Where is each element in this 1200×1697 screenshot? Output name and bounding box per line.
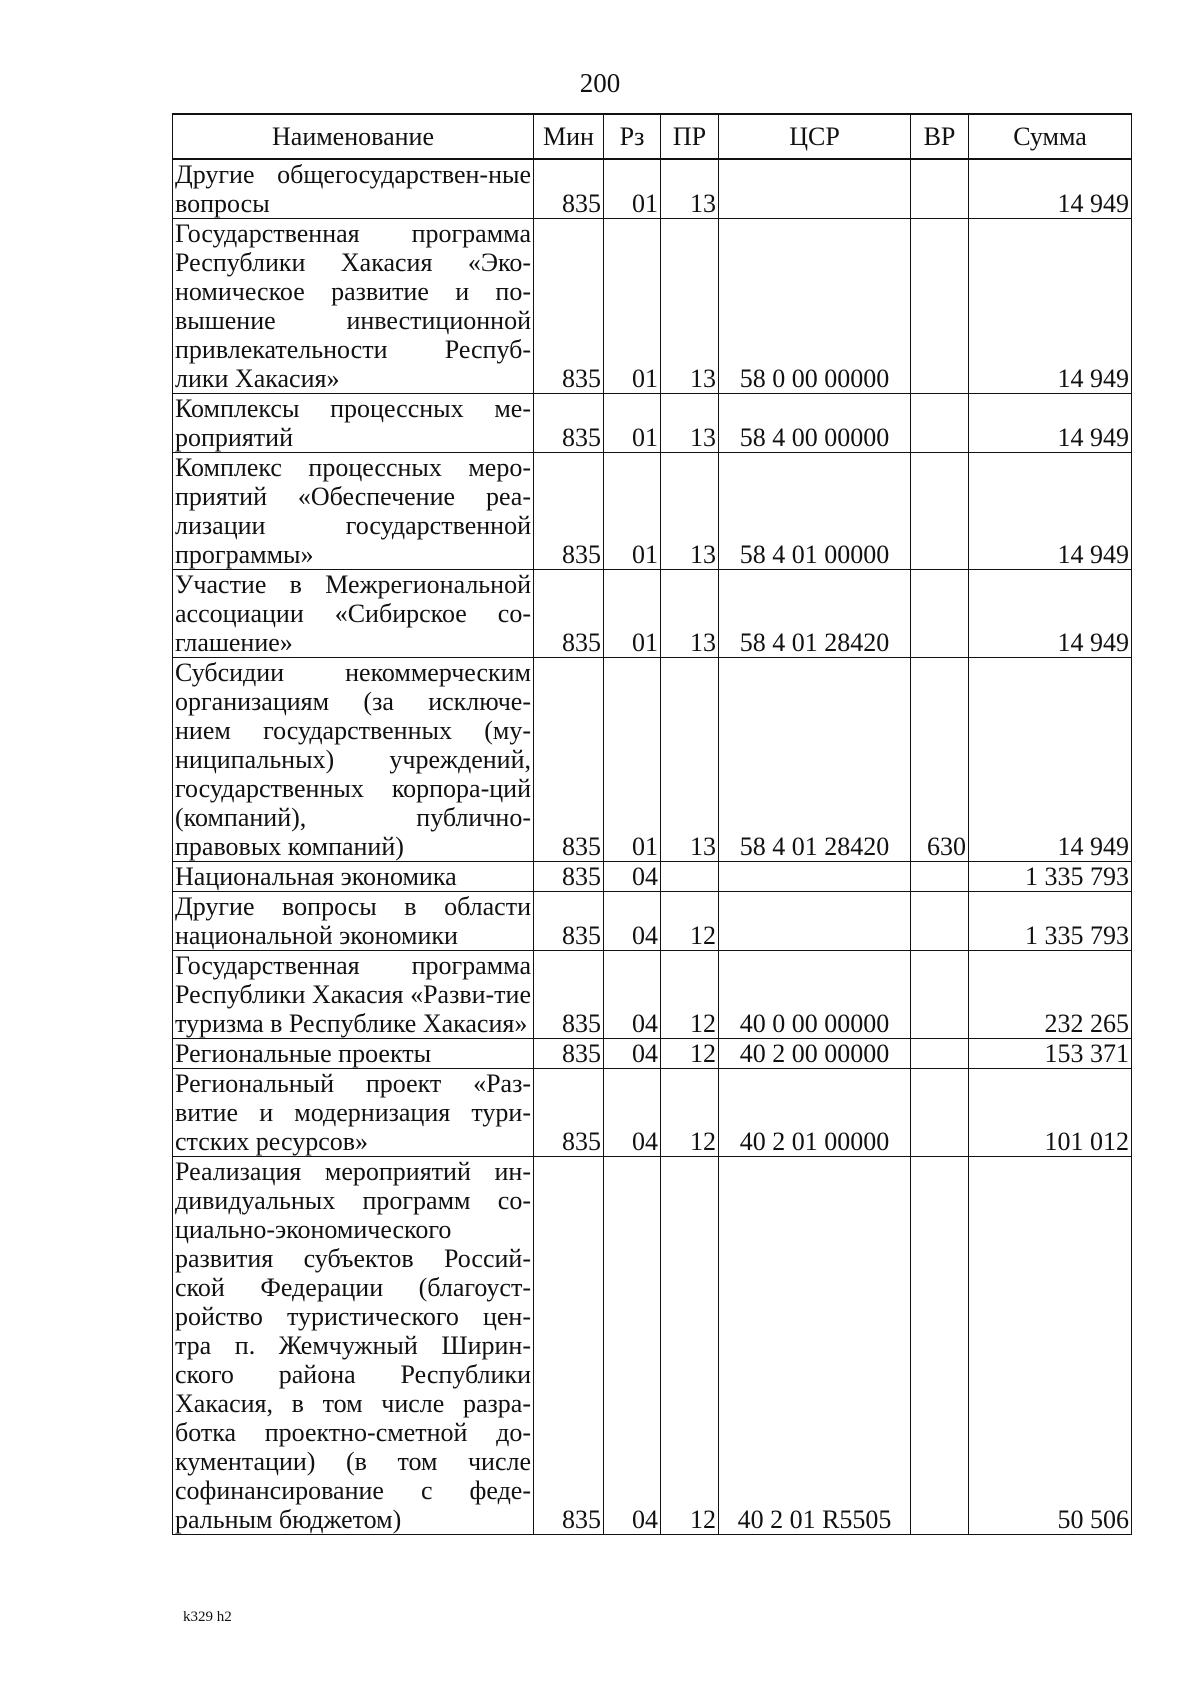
header-min: Мин: [534, 114, 604, 159]
budget-table: [172, 113, 1132, 1535]
table-row: [173, 394, 1132, 453]
cell-sum: 14 949: [969, 159, 1132, 219]
table-body: [173, 159, 1132, 1535]
cell-sum: 232 265: [969, 951, 1132, 1039]
cell-vr: [911, 159, 969, 219]
cell-name: Реализация мероприятий ин-дивидуальных программ со-циально-экономического развития субъектов Россий-ской Федерации (благоуст-ройство туристического цен-тра п. Жемчужный Ширин-ского района Республики Хакасия, в том числе разра-ботка проектно-сметной до-кументации) (в том числе софинансирование с феде-ральным бюджетом): [173, 1157, 534, 1535]
cell-csr: 58 4 00 00000: [719, 394, 911, 453]
cell-min: 835: [534, 951, 604, 1039]
cell-name: Региональные проекты: [173, 1039, 534, 1069]
cell-name: Национальная экономика: [173, 862, 534, 892]
cell-name: Государственная программа Республики Хакасия «Эко-номическое развитие и по-вышение инвестиционной привлекательности Респуб-лики Хакасия»: [173, 219, 534, 394]
header-name: Наименование: [173, 114, 534, 159]
cell-rz: 01: [604, 159, 661, 219]
table-row: [173, 1039, 1132, 1069]
table-row: [173, 1157, 1132, 1535]
cell-min: 835: [534, 453, 604, 570]
cell-name: Субсидии некоммерческим организациям (за исключе-нием государственных (му-ниципальных) учреждений, государственных корпора-ций (компаний), публично-правовых компаний): [173, 658, 534, 862]
cell-pr: 13: [661, 394, 719, 453]
cell-vr: [911, 219, 969, 394]
header-sum: Сумма: [969, 114, 1132, 159]
table-row: [173, 219, 1132, 394]
cell-min: 835: [534, 570, 604, 658]
cell-min: 835: [534, 862, 604, 892]
cell-sum: 14 949: [969, 219, 1132, 394]
table-row: [173, 862, 1132, 892]
cell-vr: [911, 570, 969, 658]
cell-csr: 58 0 00 00000: [719, 219, 911, 394]
cell-pr: 12: [661, 892, 719, 951]
cell-rz: 01: [604, 453, 661, 570]
cell-vr: [911, 1039, 969, 1069]
cell-pr: 13: [661, 159, 719, 219]
cell-csr: [719, 159, 911, 219]
table-row: [173, 570, 1132, 658]
cell-pr: 13: [661, 658, 719, 862]
cell-pr: 12: [661, 951, 719, 1039]
cell-sum: 153 371: [969, 1039, 1132, 1069]
cell-rz: 04: [604, 1039, 661, 1069]
cell-csr: 58 4 01 28420: [719, 570, 911, 658]
cell-name: Государственная программа Республики Хакасия «Разви-тие туризма в Республике Хакасия»: [173, 951, 534, 1039]
cell-pr: 13: [661, 453, 719, 570]
cell-sum: 50 506: [969, 1157, 1132, 1535]
cell-pr: 12: [661, 1157, 719, 1535]
cell-vr: [911, 862, 969, 892]
cell-sum: 14 949: [969, 394, 1132, 453]
cell-rz: 04: [604, 1157, 661, 1535]
cell-name: Комплекс процессных меро-приятий «Обеспечение реа-лизации государственной программы»: [173, 453, 534, 570]
cell-rz: 04: [604, 892, 661, 951]
cell-name: Другие общегосударствен-ные вопросы: [173, 159, 534, 219]
cell-sum: 101 012: [969, 1069, 1132, 1157]
header-row: [173, 114, 1132, 159]
cell-vr: [911, 951, 969, 1039]
cell-pr: 13: [661, 219, 719, 394]
page-number: 200: [579, 68, 621, 98]
cell-csr: 58 4 01 00000: [719, 453, 911, 570]
cell-sum: 14 949: [969, 658, 1132, 862]
cell-csr: 58 4 01 28420: [719, 658, 911, 862]
cell-csr: [719, 892, 911, 951]
table-row: [173, 159, 1132, 219]
cell-min: 835: [534, 658, 604, 862]
cell-rz: 01: [604, 658, 661, 862]
cell-min: 835: [534, 394, 604, 453]
cell-min: 835: [534, 892, 604, 951]
header-rz: Рз: [604, 114, 661, 159]
cell-vr: [911, 892, 969, 951]
cell-pr: [661, 862, 719, 892]
cell-min: 835: [534, 219, 604, 394]
table-row: [173, 892, 1132, 951]
cell-csr: 40 0 00 00000: [719, 951, 911, 1039]
table-row: [173, 453, 1132, 570]
cell-sum: 14 949: [969, 570, 1132, 658]
cell-rz: 04: [604, 1069, 661, 1157]
cell-vr: [911, 394, 969, 453]
cell-vr: [911, 453, 969, 570]
cell-name: Другие вопросы в области национальной экономики: [173, 892, 534, 951]
cell-rz: 01: [604, 570, 661, 658]
cell-name: Региональный проект «Раз-витие и модернизация тури-стских ресурсов»: [173, 1069, 534, 1157]
cell-pr: 12: [661, 1039, 719, 1069]
cell-min: 835: [534, 1069, 604, 1157]
table-row: [173, 658, 1132, 862]
cell-rz: 01: [604, 394, 661, 453]
header-csr: ЦСР: [719, 114, 911, 159]
cell-rz: 04: [604, 862, 661, 892]
cell-rz: 04: [604, 951, 661, 1039]
cell-sum: 1 335 793: [969, 862, 1132, 892]
table-row: [173, 951, 1132, 1039]
cell-pr: 13: [661, 570, 719, 658]
header-vr: ВР: [911, 114, 969, 159]
cell-csr: 40 2 00 00000: [719, 1039, 911, 1069]
footer-code: k329 h2: [183, 1609, 232, 1625]
cell-csr: 40 2 01 00000: [719, 1069, 911, 1157]
cell-csr: 40 2 01 R5505: [719, 1157, 911, 1535]
cell-rz: 01: [604, 219, 661, 394]
cell-min: 835: [534, 1039, 604, 1069]
cell-sum: 14 949: [969, 453, 1132, 570]
cell-name: Участие в Межрегиональной ассоциации «Сибирское со-глашение»: [173, 570, 534, 658]
header-pr: ПР: [661, 114, 719, 159]
cell-vr: 630: [911, 658, 969, 862]
cell-sum: 1 335 793: [969, 892, 1132, 951]
cell-vr: [911, 1069, 969, 1157]
cell-name: Комплексы процессных ме-роприятий: [173, 394, 534, 453]
cell-csr: [719, 862, 911, 892]
cell-min: 835: [534, 159, 604, 219]
cell-vr: [911, 1157, 969, 1535]
table-row: [173, 1069, 1132, 1157]
cell-min: 835: [534, 1157, 604, 1535]
cell-pr: 12: [661, 1069, 719, 1157]
